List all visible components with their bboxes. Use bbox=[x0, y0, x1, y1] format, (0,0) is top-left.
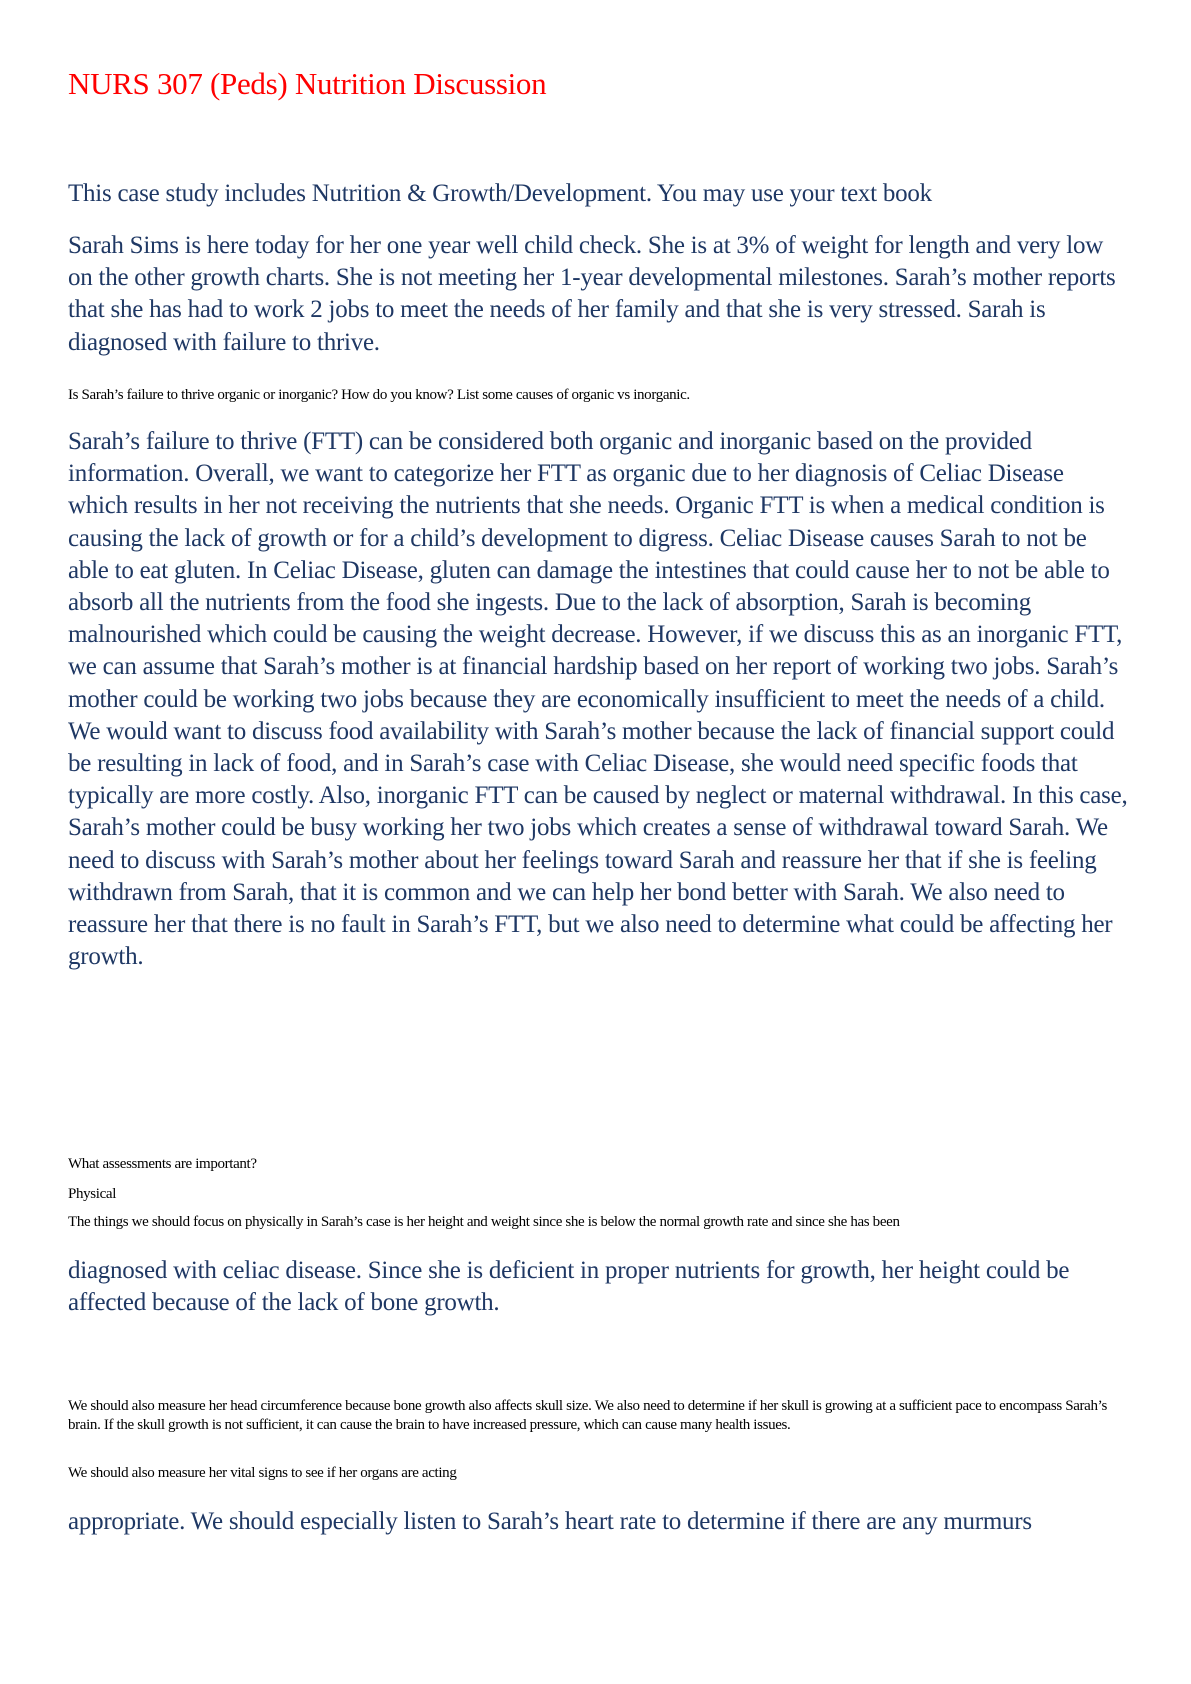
paragraph-height-weight-start: The things we should focus on physically in Sarah’s case is her height and weight since she is below the normal growth rate and since she has been bbox=[68, 1214, 900, 1230]
paragraph-vital-signs-continued: appropriate. We should especially listen to Sarah’s heart rate to determine if there are any murmurs bbox=[68, 1508, 1032, 1535]
question-assessments: What assessments are important? bbox=[68, 1156, 257, 1172]
answer-ftt-type: Sarah’s failure to thrive (FTT) can be considered both organic and inorganic based on the provided information. Overall, we want to categorize her FTT as organic due to her diagnosis of Celiac Disease which results in her not receiving the nutrients that she needs. Organic FTT is when a medical condition is causing the lack of growth or for a child’s development to digress. Celiac Disease causes Sarah to not be able to eat gluten. In Celiac Disease, gluten can damage the intestines that could cause her to not be able to absorb all the nutrients from the food she ingests. Due to the lack of absorption, Sarah is becoming malnourished which could be causing the weight decrease. However, if we discuss this as an inorganic FTT, we can assume that Sarah’s mother is at financial hardship based on her report of working two jobs. Sarah’s mother could be working two jobs because they are economically insufficient to meet the needs of a child. We would want to discuss food availability with Sarah’s mother because the lack of financial support could be resulting in lack of food, and in Sarah’s case with Celiac Disease, she would need specific foods that typically are more costly. Also, inorganic FTT can be caused by neglect or maternal withdrawal. In this case, Sarah’s mother could be busy working her two jobs which creates a sense of withdrawal toward Sarah. We need to discuss with Sarah’s mother about her feelings toward Sarah and reassure her that if she is feeling withdrawn from Sarah, that it is common and we can help her bond better with Sarah. We also need to reassure her that there is no fault in Sarah’s FTT, but we also need to determine what could be affecting her growth. bbox=[68, 428, 1128, 971]
subheading-physical: Physical bbox=[68, 1186, 117, 1202]
intro-paragraph: This case study includes Nutrition & Growth/Development. You may use your text book bbox=[68, 180, 932, 207]
paragraph-height-weight-continued: diagnosed with celiac disease. Since she is deficient in proper nutrients for growth, her height could be affected because of the lack of bone growth. bbox=[68, 1257, 1070, 1317]
paragraph-vital-signs-start: We should also measure her vital signs to see if her organs are acting bbox=[68, 1465, 457, 1481]
document-title: NURS 307 (Peds) Nutrition Discussion bbox=[68, 66, 547, 101]
case-description: Sarah Sims is here today for her one year well child check. She is at 3% of weight for length and very low on the other growth charts. She is not meeting her 1-year developmental milestones. Sarah’s mother reports that she has had to work 2 jobs to meet the needs of her family and that she is very stressed. Sarah is diagnosed with failure to thrive. bbox=[68, 232, 1116, 356]
question-ftt-type: Is Sarah’s failure to thrive organic or inorganic? How do you know? List some causes of organic vs inorganic. bbox=[68, 387, 690, 403]
paragraph-head-circumference: We should also measure her head circumference because bone growth also affects skull size. We also need to determine if her skull is growing at a sufficient pace to encompass Sarah’s brain. If the skull growth is not sufficient, it can cause the brain to have increased pressure, which can cause many health issues. bbox=[68, 1398, 1107, 1433]
